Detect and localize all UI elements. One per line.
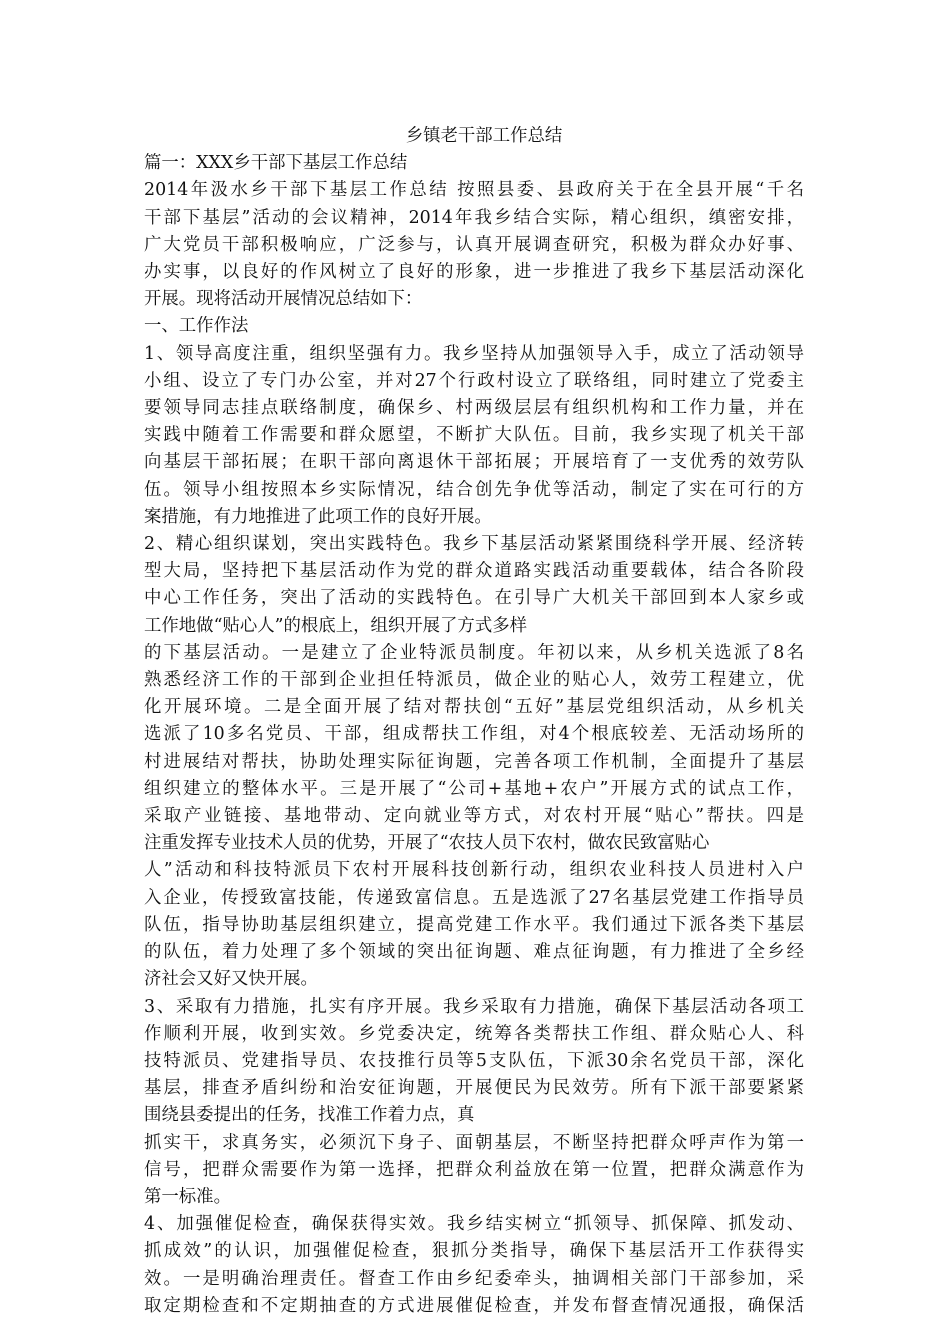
document-page bbox=[144, 123, 804, 1320]
text-line: 技特派员、党建指导员、农技推行员等5支队伍，下派30余名党员干部，深化 bbox=[144, 1050, 804, 1071]
text-line: 作顺利开展，收到实效。乡党委决定，统筹各类帮扶工作组、群众贴心人、科 bbox=[144, 1023, 804, 1044]
text-line: 广大党员干部积极响应，广泛参与，认真开展调查研究，积极为群众办好事、 bbox=[144, 234, 804, 255]
text-line: 的队伍，着力处理了多个领域的突出征询题、难点征询题，有力推进了全乡经 bbox=[144, 942, 804, 963]
text-line: 向基层干部拓展；在职干部向离退休干部拓展；开展培育了一支优秀的效劳队 bbox=[144, 452, 804, 473]
document-title: 乡镇老干部工作总结 bbox=[405, 126, 563, 146]
text-line: 取定期检查和不定期抽查的方式进展催促检查，并发布督查情况通报，确保活 bbox=[144, 1295, 804, 1316]
text-line: 案措施，有力地推进了此项工作的良好开展。 bbox=[144, 506, 492, 527]
text-line: 要领导同志挂点联络制度，确保乡、村两级层层有组织机构和工作力量，并在 bbox=[144, 398, 804, 419]
text-line: 村进展结对帮扶，协助处理实际征询题，完善各项工作机制，全面提升了基层 bbox=[144, 751, 804, 772]
text-line: 型大局，坚持把下基层活动作为党的群众道路实践活动重要载体，结合各阶段 bbox=[144, 561, 804, 582]
text-line: 抓实干，求真务实，必须沉下身子、面朝基层，不断坚持把群众呼声作为第一 bbox=[144, 1132, 804, 1153]
text-line: 3、采取有力措施，扎实有序开展。我乡采取有力措施，确保下基层活动各项工 bbox=[144, 996, 804, 1017]
text-line: 注重发挥专业技术人员的优势，开展了“农技人员下农村，做农民致富贴心 bbox=[144, 833, 710, 854]
text-line: 2、精心组织谋划，突出实践特色。我乡下基层活动紧紧围绕科学开展、经济转 bbox=[144, 534, 804, 555]
text-line: 队伍，指导协助基层组织建立，提高党建工作水平。我们通过下派各类下基层 bbox=[144, 914, 804, 935]
text-line: 人”活动和科技特派员下农村开展科技创新行动，组织农业科技人员进村入户 bbox=[144, 860, 804, 881]
text-line: 济社会又好又快开展。 bbox=[144, 969, 318, 990]
text-line: 第一标准。 bbox=[144, 1186, 231, 1207]
text-line: 信号，把群众需要作为第一选择，把群众利益放在第一位置，把群众满意作为 bbox=[144, 1159, 804, 1180]
text-line: 中心工作任务，突出了活动的实践特色。在引导广大机关干部回到本人家乡或 bbox=[144, 588, 804, 609]
text-line: 小组、设立了专门办公室，并对27个行政村设立了联络组，同时建立了党委主 bbox=[144, 370, 804, 391]
text-line: 办实事，以良好的作风树立了良好的形象，进一步推进了我乡下基层活动深化 bbox=[144, 262, 804, 283]
text-line: 工作地做“贴心人”的根底上，组织开展了方式多样 bbox=[144, 615, 527, 636]
text-line: 2014年汲水乡干部下基层工作总结 按照县委、县政府关于在全县开展“千名 bbox=[144, 180, 804, 201]
text-line: 熟悉经济工作的干部到企业担任特派员，做企业的贴心人，效劳工程建立，优 bbox=[144, 670, 804, 691]
text-line: 抓成效”的认识，加强催促检查，狠抓分类指导，确保下基层活开工作获得实 bbox=[144, 1241, 804, 1262]
text-line: 篇一：XXX乡干部下基层工作总结 bbox=[144, 153, 408, 174]
text-line: 伍。领导小组按照本乡实际情况，结合创先争优等活动，制定了实在可行的方 bbox=[144, 479, 804, 500]
text-line: 基层，排查矛盾纠纷和治安征询题，开展便民为民效劳。所有下派干部要紧紧 bbox=[144, 1078, 804, 1099]
text-line: 组织建立的整体水平。三是开展了“公司+基地+农户”开展方式的试点工作， bbox=[144, 778, 804, 799]
text-line: 采取产业链接、基地带动、定向就业等方式，对农村开展“贴心”帮扶。四是 bbox=[144, 806, 804, 827]
text-line: 效。一是明确治理责任。督查工作由乡纪委牵头，抽调相关部门干部参加，采 bbox=[144, 1268, 804, 1289]
text-line: 1、领导高度注重，组织坚强有力。我乡坚持从加强领导入手，成立了活动领导 bbox=[144, 343, 804, 364]
document-body bbox=[144, 150, 804, 1320]
text-line: 的下基层活动。一是建立了企业特派员制度。年初以来，从乡机关选派了8名 bbox=[144, 642, 804, 663]
text-line: 选派了10多名党员、干部，组成帮扶工作组，对4个根底较差、无活动场所的 bbox=[144, 724, 804, 745]
text-line: 一、工作作法 bbox=[144, 316, 249, 337]
text-line: 开展。现将活动开展情况总结如下： bbox=[144, 289, 423, 310]
text-line: 围绕县委提出的任务，找准工作着力点，真 bbox=[144, 1105, 475, 1126]
text-line: 化开展环境。二是全面开展了结对帮扶创“五好”基层党组织活动，从乡机关 bbox=[144, 697, 804, 718]
text-line: 实践中随着工作需要和群众愿望，不断扩大队伍。目前，我乡实现了机关干部 bbox=[144, 425, 804, 446]
text-line: 干部下基层”活动的会议精神，2014年我乡结合实际，精心组织，缜密安排， bbox=[144, 207, 804, 228]
text-line: 4、加强催促检查，确保获得实效。我乡结实树立“抓领导、抓保障、抓发动、 bbox=[144, 1214, 804, 1235]
text-line: 入企业，传授致富技能，传递致富信息。五是选派了27名基层党建工作指导员 bbox=[144, 887, 804, 908]
